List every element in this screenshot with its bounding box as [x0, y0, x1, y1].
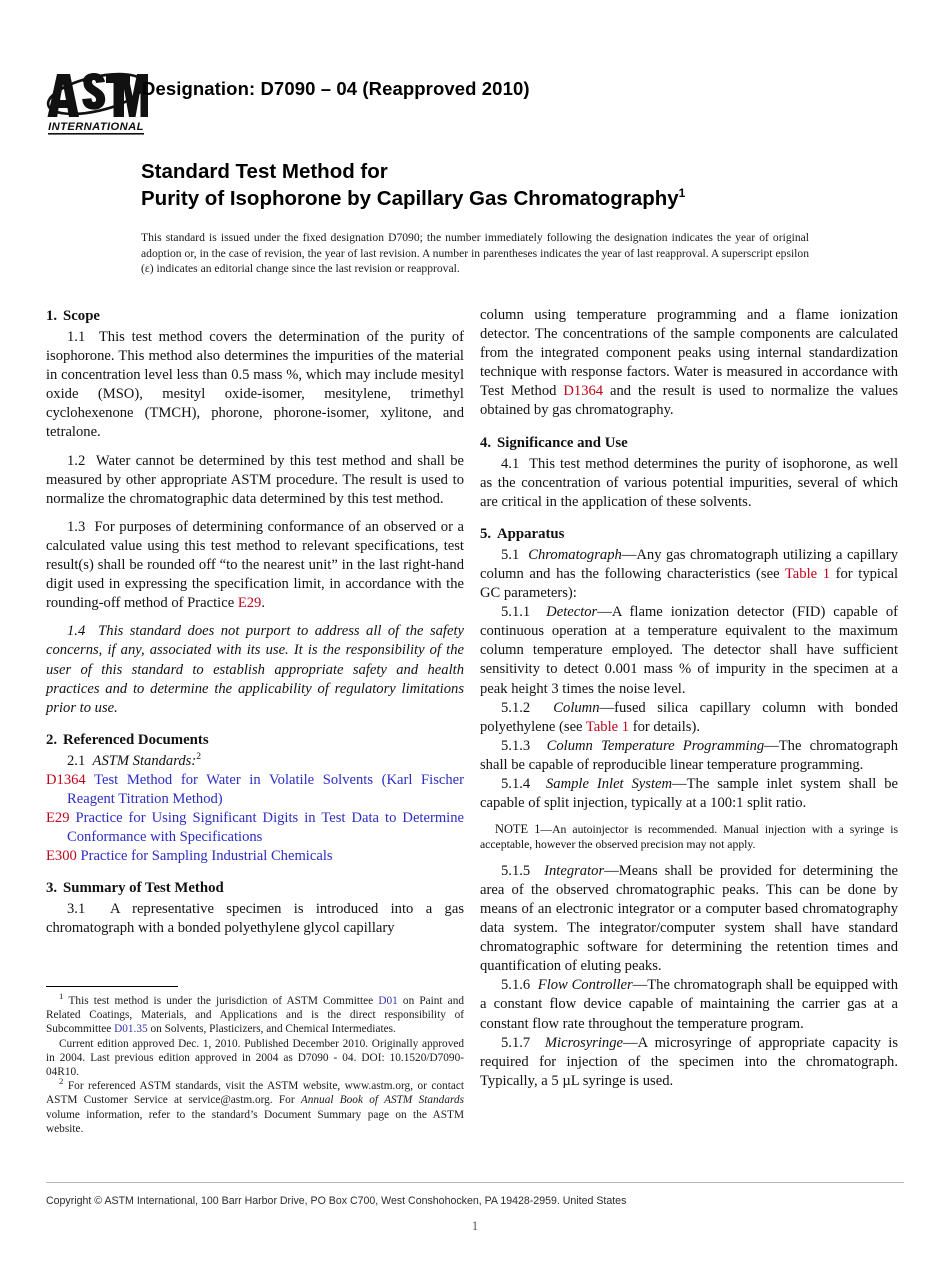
title-line-2-text: Purity of Isophorone by Capillary Gas Chromatography	[141, 187, 679, 210]
paragraph-text-end: .	[261, 595, 265, 612]
paragraph-text: This test method determines the purity of isophorone, as well as the concentration of various potential impurities, several of which are critical in the application of these solvents.	[480, 455, 898, 510]
paragraph-text: This standard does not purport to address all of the safety concerns, if any, associated with its use. It is the responsibility of the user of this standard to establish appropriate safety and health practices and to determine the applicability of regulatory limitations prior to use.	[46, 623, 464, 716]
section-heading-significance	[480, 433, 898, 453]
section-title: Apparatus	[497, 525, 565, 542]
page-number: 1	[471, 1219, 479, 1233]
footnote-1	[46, 991, 464, 1037]
title-footnote-marker: 1	[678, 186, 686, 201]
paragraph-label: 3.1	[67, 901, 86, 918]
paragraph-5-1-7	[480, 1034, 898, 1091]
term: Sample Inlet System	[546, 775, 673, 792]
footnote-text-end: volume information, refer to the standard’s Document Summary page on the ASTM website.	[46, 1108, 464, 1135]
term: Chromatograph	[528, 546, 622, 563]
section-title: Significance and Use	[497, 434, 628, 451]
paragraph-label: 1.4	[67, 623, 86, 640]
standard-issue-note: This standard is issued under the fixed designation D7090; the number immediately following the designation indicates the year of original adoption or, in the case of revision, the year of last revision. A number in parentheses indicates the year of last reapproval. A superscript epsilon (ε) indicates an editorial change since the last revision or reapproval.	[141, 231, 809, 276]
paragraph-label: 1.2	[67, 452, 86, 469]
paragraph-text: A representative specimen is introduced into a gas chromatograph with a bonded polyethylene glycol capillary	[46, 901, 464, 937]
title-line-1: Standard Test Method for	[141, 160, 388, 183]
section-number: 1.	[46, 308, 58, 324]
table-link-1[interactable]: Table 1	[784, 565, 831, 582]
standard-link-d1364[interactable]: D1364	[563, 383, 604, 400]
paragraph-5-1-6	[480, 976, 898, 1033]
referenced-standards-list	[46, 771, 464, 866]
paragraph-label: 4.1	[501, 455, 520, 472]
page-header	[44, 58, 906, 144]
paragraph-text: This test method covers the determination of the purity of isophorone. This method also determines the impurities of the material in concentration level less than 0.5 mass %, which may include mesityl oxide (MSO), mesityl oxide-isomer, mesitylene, trimethyl cyclohexenone (TMCH), phorone, phorone-isomer, xylitone, and tetralone.	[46, 329, 465, 441]
section-title: Summary of Test Method	[63, 880, 224, 897]
paragraph-text-end: for typical GC parameters):	[480, 565, 898, 602]
footnote-marker: 1	[59, 991, 64, 1002]
paragraph-text: —Means shall be provided for determining the area of the observed chromatographic peaks. This can be done by means of an electronic integrator or a computer based chromatography data system. The integrator/computer system shall have standard chromatographic software for determining the retention times and quantification of eluting peaks.	[480, 862, 899, 975]
paragraph-label: 5.1.7	[501, 1034, 531, 1051]
paragraph-5-1-1	[480, 603, 898, 698]
standard-id[interactable]: E29	[46, 810, 70, 827]
paragraph-text: For purposes of determining conformance of an observed or a calculated value using this test method to relevant specifications, test result(s) shall be rounded off “to the nearest unit” in the last right-hand digit used in expressing the specification limit, in accordance with the rounding-off method of Practice	[46, 518, 464, 612]
section-heading-apparatus	[480, 524, 898, 544]
paragraph-text: column using temperature programming and a flame ionization detector. The concentrations of the sample components are calculated from the integrated component peaks using internal standardization technique with response factors. Water is measured in accordance with Test Method	[480, 307, 898, 400]
paragraph-label: 5.1.3	[501, 737, 531, 754]
paragraph-text: —A flame ionization detector (FID) capable of continuous operation at a temperature equivalent to the maximum column temperature employed. The detector shall have sufficient sensitivity to detect 0.001 mass % of impurity in the specimen at a peak height 3 times the noise level.	[480, 604, 899, 697]
footnote-edition-info: Current edition approved Dec. 1, 2010. Published December 2010. Originally approved in 2004. Last previous edition approved in 2004 as D7090 - 04. DOI: 10.1520/D7090-04R10.	[46, 1037, 464, 1079]
footnote-marker: 2	[59, 1076, 64, 1087]
term: Column	[553, 699, 600, 716]
paragraph-text-end: for details).	[629, 718, 700, 735]
term: Flow Controller	[537, 977, 633, 994]
paragraph-5-1-4	[480, 775, 898, 813]
paragraph-3-1-left-part	[46, 900, 464, 938]
paragraph-text: —fused silica capillary column with bonded polyethylene (see	[480, 699, 898, 735]
astm-standards-subheading	[46, 752, 464, 771]
section-title: Scope	[63, 308, 100, 324]
paragraph-label: 5.1	[501, 546, 520, 563]
subheading-footnote-marker: 2	[196, 750, 201, 762]
paragraph-1-1	[46, 328, 464, 443]
footnote-text: For referenced ASTM standards, visit the ASTM website, www.astm.org, or contact ASTM Customer Service at service@astm.org. For	[46, 1080, 464, 1107]
section-number: 4.	[480, 434, 492, 451]
paragraph-text: —A microsyringe of appropriate capacity is required for injection of the specimen into the chromatograph. Typically, a 5 µL syringe is used.	[480, 1034, 899, 1089]
standard-link-e29[interactable]: E29	[237, 595, 262, 612]
paragraph-1-3	[46, 518, 464, 613]
paragraph-text: —The sample inlet system shall be capable of split injection, typically at a 100:1 split ratio.	[480, 775, 898, 812]
list-item[interactable]	[46, 847, 464, 866]
paragraph-3-1-continued	[480, 306, 898, 421]
list-item[interactable]	[46, 809, 464, 847]
paragraph-text-end: and the result is used to normalize the values obtained by gas chromatography.	[480, 383, 899, 419]
footnotes-block	[46, 991, 464, 1136]
paragraph-label: 1.1	[67, 329, 86, 345]
paragraph-5-1-3	[480, 737, 898, 775]
paragraph-label: 5.1.6	[501, 977, 531, 994]
term: Column Temperature Programming	[546, 737, 765, 754]
subheading-text: ASTM Standards:	[92, 752, 197, 769]
note-text: —An autoinjector is recommended. Manual injection with a syringe is acceptable, however the observed precision may not apply.	[480, 823, 898, 852]
standard-title[interactable]: Practice for Using Significant Digits in Test Data to Determine Conformance with Specifications	[67, 810, 464, 846]
paragraph-5-1-5	[480, 862, 898, 977]
paragraph-label: 5.1.1	[501, 604, 531, 621]
standard-title[interactable]: Practice for Sampling Industrial Chemicals	[80, 848, 333, 865]
standard-id[interactable]: E300	[46, 848, 77, 865]
paragraph-text: —The chromatograph shall be capable of reproducible linear temperature programming.	[480, 737, 899, 773]
section-heading-scope	[46, 306, 464, 326]
subheading-label: 2.1	[67, 752, 86, 769]
copyright-notice: Copyright © ASTM International, 100 Barr Harbor Drive, PO Box C700, West Conshohocken, PA 19428-2959. United States	[46, 1195, 627, 1207]
designation-line: Designation: D7090 – 04 (Reapproved 2010)	[142, 78, 530, 99]
paragraph-1-2	[46, 452, 464, 509]
section-number: 2.	[46, 731, 58, 748]
footer-divider	[46, 1182, 904, 1183]
paragraph-1-4	[46, 622, 464, 717]
footnote-text: on Paint and Related Coatings, Materials, and Applications and is the direct responsibility of Subcommittee	[46, 995, 464, 1036]
paragraph-text: —Any gas chromatograph utilizing a capillary column and has the following characteristics (see	[480, 546, 899, 582]
document-title	[141, 158, 841, 212]
section-title: Referenced Documents	[63, 731, 209, 748]
table-link-1[interactable]: Table 1	[585, 718, 630, 735]
paragraph-label: 5.1.2	[501, 699, 531, 716]
paragraph-4-1	[480, 455, 898, 512]
note-label: NOTE 1	[495, 822, 541, 837]
standard-title[interactable]: Test Method for Water in Volatile Solvents (Karl Fischer Reagent Titration Method)	[67, 771, 464, 807]
section-number: 5.	[480, 525, 492, 542]
left-column	[46, 306, 464, 939]
section-heading-summary	[46, 878, 464, 898]
paragraph-label: 1.3	[67, 518, 86, 535]
footnote-text-end: on Solvents, Plasticizers, and Chemical Intermediates.	[147, 1023, 396, 1036]
standard-id[interactable]: D1364	[46, 771, 86, 788]
paragraph-5-1-2	[480, 699, 898, 737]
right-column	[480, 306, 898, 1091]
term: Microsyringe	[544, 1034, 623, 1051]
paragraph-text: Water cannot be determined by this test method and shall be measured by other appropriate ASTM procedure. The result is used to normalize the chromatographic data determined by this test method.	[46, 452, 465, 507]
footnote-2	[46, 1076, 464, 1136]
committee-link-d01[interactable]: D01	[378, 995, 398, 1007]
footnote-italic-title: Annual Book of ASTM Standards	[300, 1094, 464, 1107]
paragraph-label: 5.1.5	[501, 862, 531, 879]
title-line-2	[141, 185, 841, 212]
footnote-text: This test method is under the jurisdiction of ASTM Committee	[68, 995, 379, 1007]
paragraph-text: —The chromatograph shall be equipped with a constant flow device capable of maintaining the carrier gas at a constant flow rate throughout the temperature program.	[480, 977, 899, 1032]
list-item[interactable]	[46, 771, 464, 809]
section-heading-referenced-documents	[46, 730, 464, 750]
section-number: 3.	[46, 880, 58, 897]
note-1	[480, 822, 898, 853]
paragraph-5-1	[480, 546, 898, 603]
footnote-divider	[46, 986, 178, 987]
paragraph-label: 5.1.4	[501, 775, 531, 792]
subcommittee-link-d0135[interactable]: D01.35	[114, 1023, 148, 1036]
svg-text:INTERNATIONAL: INTERNATIONAL	[48, 121, 144, 133]
term: Detector	[546, 604, 598, 621]
term: Integrator	[544, 862, 605, 879]
astm-logo-icon	[44, 60, 148, 138]
